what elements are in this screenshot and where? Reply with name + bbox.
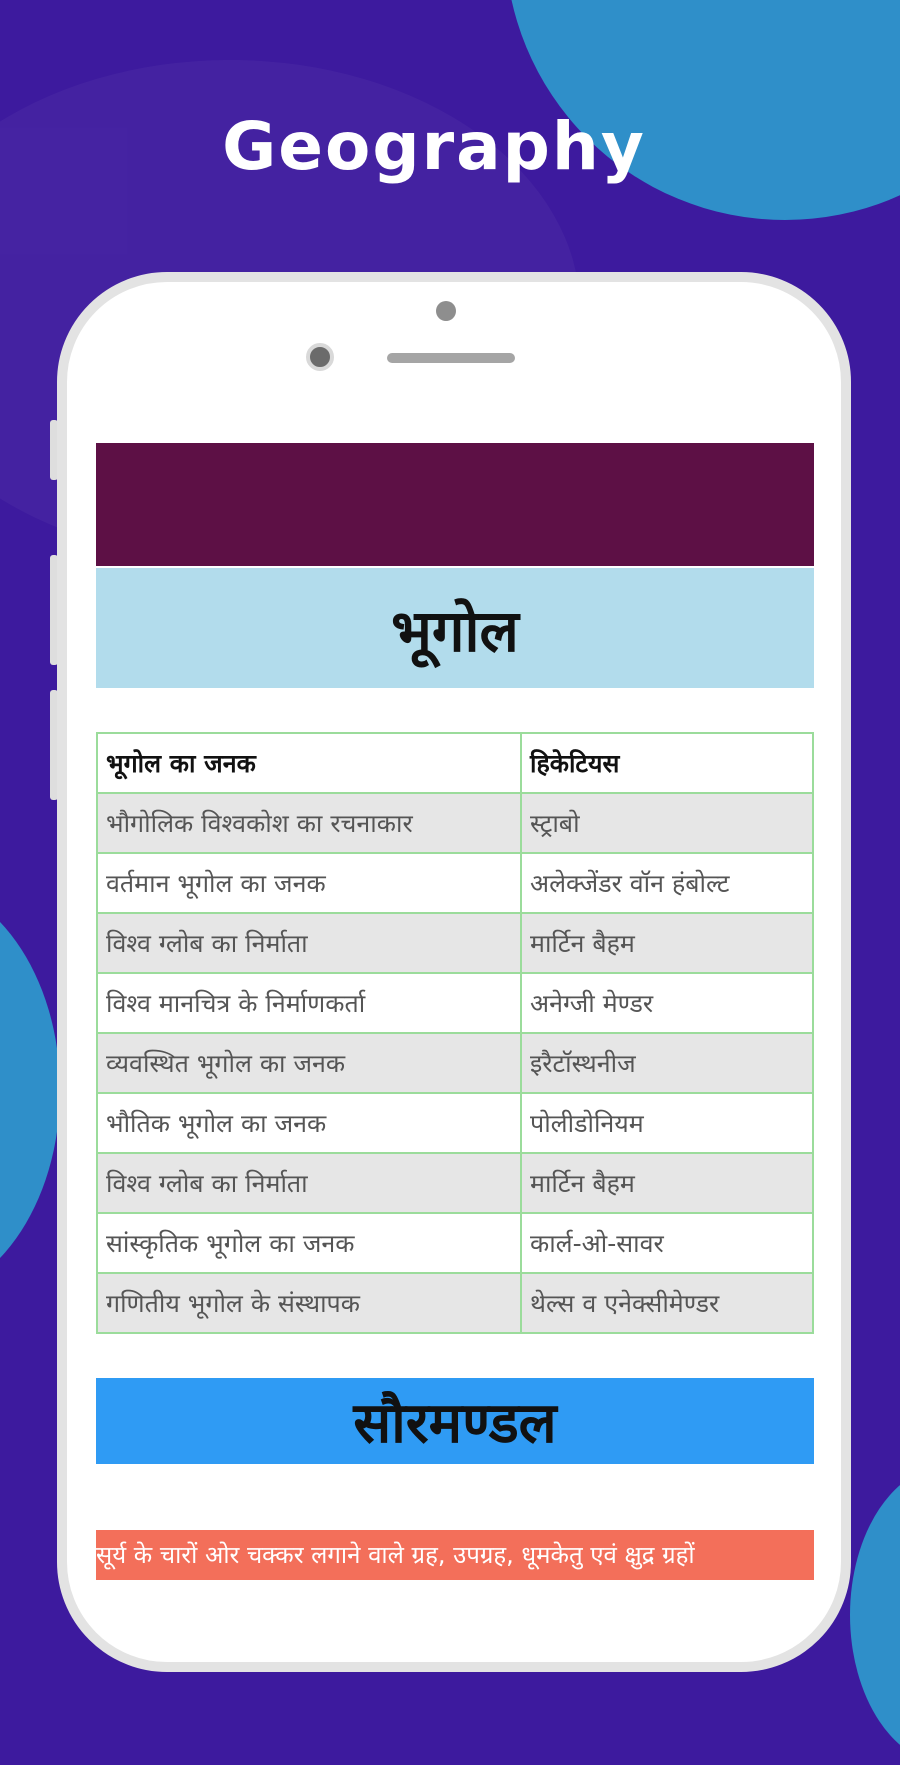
table-cell: वर्तमान भूगोल का जनक <box>97 853 521 913</box>
table-cell: स्ट्राबो <box>521 793 813 853</box>
table-row <box>97 1273 813 1333</box>
table-header-row <box>97 733 813 793</box>
table-cell: अलेक्जेंडर वॉन हंबोल्ट <box>521 853 813 913</box>
table-row <box>97 1213 813 1273</box>
table-cell: मार्टिन बैहम <box>521 1153 813 1213</box>
table-cell: पोलीडोनियम <box>521 1093 813 1153</box>
table-cell: अनेग्जी मेण्डर <box>521 973 813 1033</box>
table-cell: गणितीय भूगोल के संस्थापक <box>97 1273 521 1333</box>
background-circle <box>850 1465 900 1765</box>
phone-camera-icon <box>306 343 334 371</box>
table-cell: कार्ल-ओ-सावर <box>521 1213 813 1273</box>
table-cell: भौतिक भूगोल का जनक <box>97 1093 521 1153</box>
table-row <box>97 853 813 913</box>
phone-sensor-icon <box>436 301 456 321</box>
facts-table <box>96 732 814 1334</box>
table-row <box>97 793 813 853</box>
table-cell: व्यवस्थित भूगोल का जनक <box>97 1033 521 1093</box>
table-cell: भौगोलिक विश्वकोश का रचनाकार <box>97 793 521 853</box>
table-row <box>97 913 813 973</box>
section-title: भूगोल <box>96 568 814 688</box>
table-row <box>97 1153 813 1213</box>
table-header-cell: हिकेटियस <box>521 733 813 793</box>
section2-text: सूर्य के चारों ओर चक्कर लगाने वाले ग्रह, उपग्रह, धूमकेतु एवं क्षुद्र ग्रहों <box>96 1530 814 1580</box>
promo-title: Geography <box>222 108 646 185</box>
phone-speaker-icon <box>387 353 515 363</box>
table-row <box>97 1033 813 1093</box>
table-row <box>97 1093 813 1153</box>
table-cell: विश्व ग्लोब का निर्माता <box>97 1153 521 1213</box>
table-cell: विश्व ग्लोब का निर्माता <box>97 913 521 973</box>
app-bar <box>96 443 814 566</box>
table-cell: सांस्कृतिक भूगोल का जनक <box>97 1213 521 1273</box>
table-header-cell: भूगोल का जनक <box>97 733 521 793</box>
table-cell: इरैटॉस्थनीज <box>521 1033 813 1093</box>
table-cell: थेल्स व एनेक्सीमेण्डर <box>521 1273 813 1333</box>
background-circle <box>0 880 60 1300</box>
section2-title: सौरमण्डल <box>96 1378 814 1464</box>
table-cell: मार्टिन बैहम <box>521 913 813 973</box>
table-cell: विश्व मानचित्र के निर्माणकर्ता <box>97 973 521 1033</box>
table-row <box>97 973 813 1033</box>
app-screen <box>96 443 814 1600</box>
